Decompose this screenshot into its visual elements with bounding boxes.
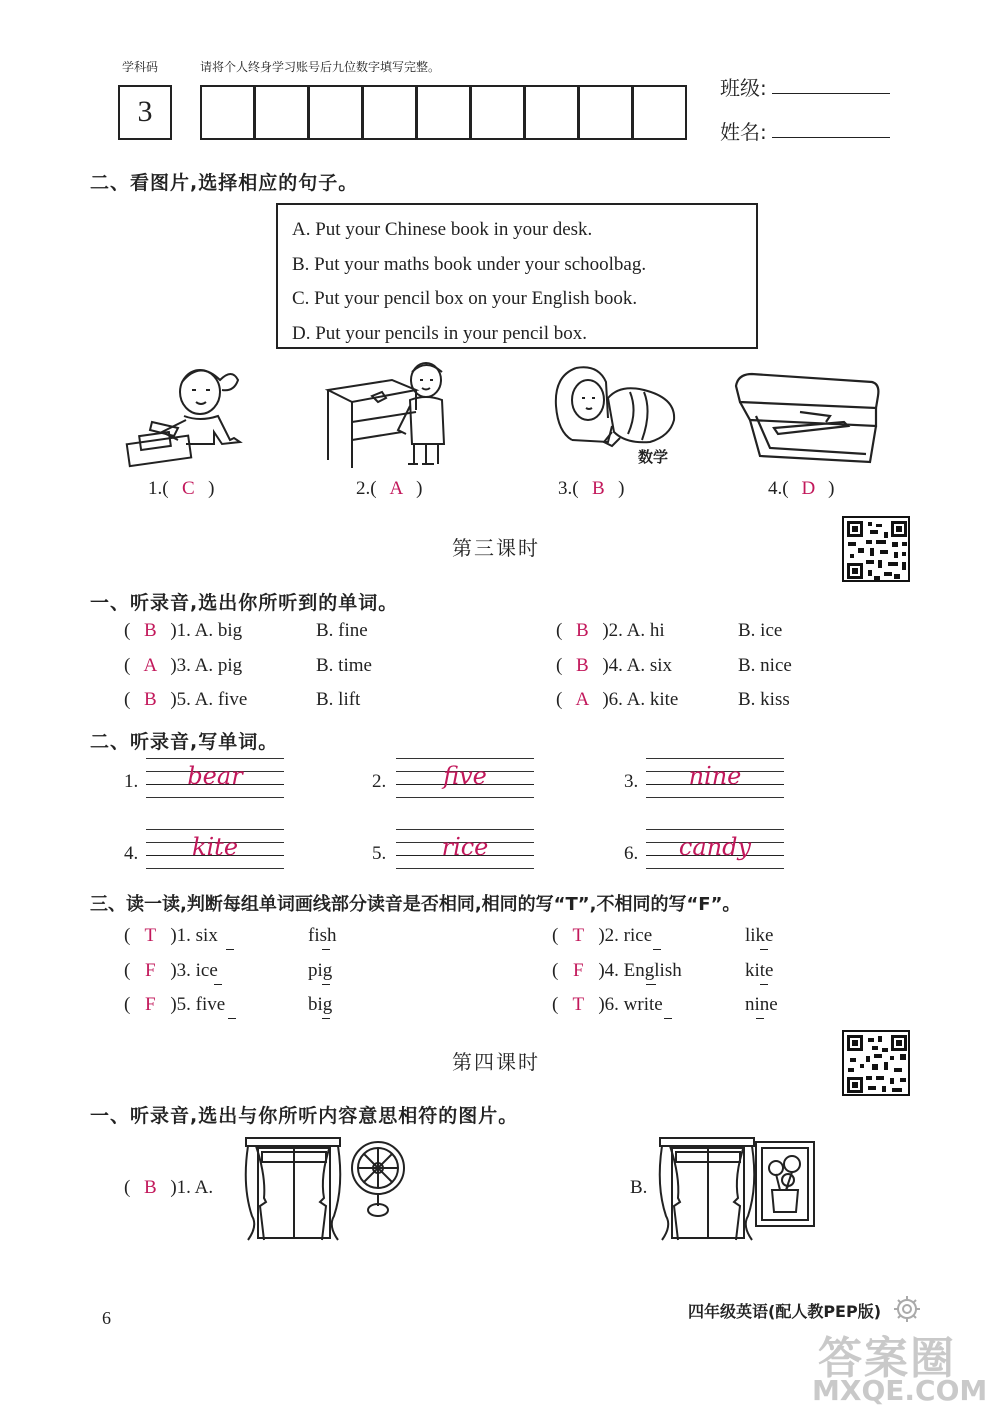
open-paren: ( <box>556 655 563 676</box>
item-number: 1. <box>124 771 139 792</box>
answer-close: ) <box>416 478 423 499</box>
open-paren: ( <box>556 620 563 641</box>
picture-answer-3 <box>558 478 624 500</box>
answer-value[interactable]: C <box>181 478 195 499</box>
write-line <box>646 758 784 759</box>
answer-number: 2.( <box>356 478 377 499</box>
answer-value[interactable]: A <box>575 689 590 710</box>
write-line <box>396 829 534 830</box>
window-and-picture-illustration[interactable] <box>656 1136 818 1242</box>
digit-box[interactable] <box>308 85 363 140</box>
lesson-3-part-1-title: 一、听录音,选出你所听到的单词。 <box>90 592 399 614</box>
subject-code-label: 学科码 <box>122 60 159 74</box>
picture-answer-1 <box>148 478 214 500</box>
answer-value[interactable]: T <box>144 925 157 946</box>
digit-box[interactable] <box>632 85 687 140</box>
question-text: )3. A. pig <box>170 655 243 676</box>
write-line <box>146 868 284 869</box>
boy-with-desk-illustration <box>322 360 462 472</box>
write-line <box>646 868 784 869</box>
answer-value[interactable]: B <box>143 689 157 710</box>
choice-row <box>124 689 247 711</box>
open-paren: ( <box>556 689 563 710</box>
question-text: )5. A. five <box>170 689 248 710</box>
item-number: 2. <box>372 771 387 792</box>
question-text: )6. write <box>598 994 663 1015</box>
item-number: 3. <box>624 771 639 792</box>
lesson-3-part-2-title: 二、听录音,写单词。 <box>90 731 279 753</box>
window-and-fan-illustration[interactable] <box>238 1136 410 1242</box>
open-paren: ( <box>124 620 131 641</box>
compare-word: nine <box>745 994 778 1015</box>
underline-mark <box>760 984 768 985</box>
digit-box[interactable] <box>254 85 309 140</box>
lesson-4-part-1-title: 一、听录音,选出与你所听内容意思相符的图片。 <box>90 1105 519 1127</box>
choice-row <box>556 620 665 642</box>
class-field[interactable] <box>772 92 890 94</box>
underline-mark <box>214 984 222 985</box>
open-paren: ( <box>124 994 131 1015</box>
answer-value[interactable]: F <box>573 960 584 981</box>
compare-word: pig <box>308 960 333 981</box>
sentence-option: A. Put your Chinese book in your desk. <box>292 219 593 240</box>
open-paren: ( <box>552 925 559 946</box>
question-text: )2. A. hi <box>602 620 665 641</box>
answer-value[interactable]: D <box>801 478 816 499</box>
class-label: 班级: <box>720 76 767 100</box>
option-b-text: B. nice <box>738 655 792 676</box>
answer-value[interactable]: F <box>145 994 156 1015</box>
choice-row <box>124 620 242 642</box>
compare-word: fish <box>308 925 337 946</box>
tf-row <box>124 994 225 1016</box>
answer-value[interactable]: A <box>389 478 404 499</box>
picture-answer-4 <box>768 478 834 500</box>
written-answer: nine <box>688 762 742 790</box>
written-answer: rice <box>441 833 489 861</box>
write-line <box>146 829 284 830</box>
subject-code-box: 3 <box>118 85 172 140</box>
write-line <box>396 797 534 798</box>
question-text: )3. ice <box>170 960 218 981</box>
pencil-box-illustration <box>730 372 882 466</box>
underline-mark <box>646 984 656 985</box>
digit-box[interactable] <box>362 85 417 140</box>
write-line <box>146 758 284 759</box>
written-answer: candy <box>678 833 752 861</box>
compare-word: big <box>308 994 333 1015</box>
answer-close: ) <box>618 478 625 499</box>
question-text: )2. rice <box>598 925 653 946</box>
qr-code-icon[interactable] <box>842 516 910 582</box>
tf-row <box>552 925 652 947</box>
written-answer: five <box>443 762 487 790</box>
question-text: )5. five <box>170 994 226 1015</box>
name-field[interactable] <box>772 136 890 138</box>
sentence-option: C. Put your pencil box on your English book. <box>292 288 638 309</box>
option-b-text: B. fine <box>316 620 368 641</box>
answer-value[interactable]: F <box>145 960 156 981</box>
page-number: 6 <box>102 1308 111 1328</box>
option-b-text: B. ice <box>738 620 783 641</box>
digit-box[interactable] <box>470 85 525 140</box>
question-text: )1. A. big <box>170 620 243 641</box>
choice-row <box>556 689 678 711</box>
open-paren: ( <box>552 960 559 981</box>
tf-row <box>124 960 218 982</box>
option-b-text: B. time <box>316 655 372 676</box>
digit-box[interactable] <box>200 85 255 140</box>
open-paren: ( <box>124 925 131 946</box>
section-title: 二、看图片,选择相应的句子。 <box>90 172 359 194</box>
question-text: )1. A. <box>170 1177 214 1198</box>
answer-value[interactable]: T <box>572 925 585 946</box>
answer-value[interactable]: B <box>575 655 589 676</box>
compare-word: kite <box>745 960 774 981</box>
write-line <box>646 797 784 798</box>
sentence-option: D. Put your pencils in your pencil box. <box>292 322 587 344</box>
underline-mark <box>228 1018 236 1019</box>
digit-box[interactable] <box>524 85 579 140</box>
open-paren: ( <box>124 1177 131 1198</box>
answer-value[interactable]: B <box>575 620 589 641</box>
question-text: )4. A. six <box>602 655 673 676</box>
item-number: 6. <box>624 843 639 864</box>
write-line <box>646 829 784 830</box>
option-b-label: B. <box>630 1177 648 1198</box>
answer-value[interactable]: B <box>143 1177 157 1198</box>
watermark-url: MXQE.COM <box>812 1374 988 1407</box>
underline-mark <box>653 949 661 950</box>
watermark-logo: 答案圈 <box>818 1333 956 1384</box>
sentence-options-box <box>276 203 758 349</box>
written-answer: bear <box>187 762 243 790</box>
answer-value[interactable]: T <box>572 994 585 1015</box>
lesson-3-title: 第三课时 <box>452 536 540 560</box>
book-title: 四年级英语(配人教PEP版) <box>688 1302 882 1321</box>
open-paren: ( <box>552 994 559 1015</box>
answer-value[interactable]: B <box>591 478 605 499</box>
underline-mark <box>664 1018 672 1019</box>
underline-mark <box>322 984 330 985</box>
choice-row <box>556 655 672 677</box>
digit-box[interactable] <box>416 85 471 140</box>
gear-icon <box>892 1294 922 1324</box>
answer-close: ) <box>208 478 215 499</box>
qr-code-icon[interactable] <box>842 1030 910 1096</box>
underline-mark <box>226 949 234 950</box>
answer-number: 4.( <box>768 478 789 499</box>
lesson-3-part-3-title: 三、读一读,判断每组单词画线部分读音是否相同,相同的写“T”,不相同的写“F”。 <box>90 894 741 915</box>
open-paren: ( <box>124 960 131 981</box>
lesson-4-title: 第四课时 <box>452 1050 540 1074</box>
written-answer: kite <box>191 833 239 861</box>
digit-box[interactable] <box>578 85 633 140</box>
tf-row <box>124 925 218 947</box>
open-paren: ( <box>124 689 131 710</box>
girl-with-schoolbag-illustration <box>548 362 688 474</box>
answer-number: 1.( <box>148 478 169 499</box>
underline-mark <box>322 949 330 950</box>
answer-close: ) <box>828 478 835 499</box>
option-b-text: B. kiss <box>738 689 790 710</box>
name-label: 姓名: <box>720 120 767 144</box>
write-line <box>396 868 534 869</box>
picture-answer-2 <box>356 478 422 500</box>
maths-label: 数学 <box>638 448 669 466</box>
underline-mark <box>322 1018 330 1019</box>
compare-word: like <box>745 925 774 946</box>
girl-putting-book-illustration <box>122 362 252 472</box>
underline-mark <box>756 1018 764 1019</box>
write-line <box>396 758 534 759</box>
answer-value[interactable]: B <box>143 620 157 641</box>
choice-row <box>124 655 242 677</box>
item-number: 5. <box>372 843 387 864</box>
option-b-text: B. lift <box>316 689 361 710</box>
question-text: )6. A. kite <box>602 689 679 710</box>
sentence-option: B. Put your maths book under your schoolbag. <box>292 253 647 275</box>
item-number: 4. <box>124 843 139 864</box>
write-line <box>146 797 284 798</box>
question-text: )1. six <box>170 925 218 946</box>
tf-row <box>552 960 682 982</box>
answer-value[interactable]: A <box>143 655 158 676</box>
answer-number: 3.( <box>558 478 579 499</box>
underline-mark <box>760 949 768 950</box>
question-text: )4. English <box>598 960 682 981</box>
tf-row <box>552 994 663 1016</box>
open-paren: ( <box>124 655 131 676</box>
account-instruction: 请将个人终身学习账号后九位数字填写完整。 <box>200 60 441 74</box>
picture-choice-row <box>124 1177 213 1199</box>
